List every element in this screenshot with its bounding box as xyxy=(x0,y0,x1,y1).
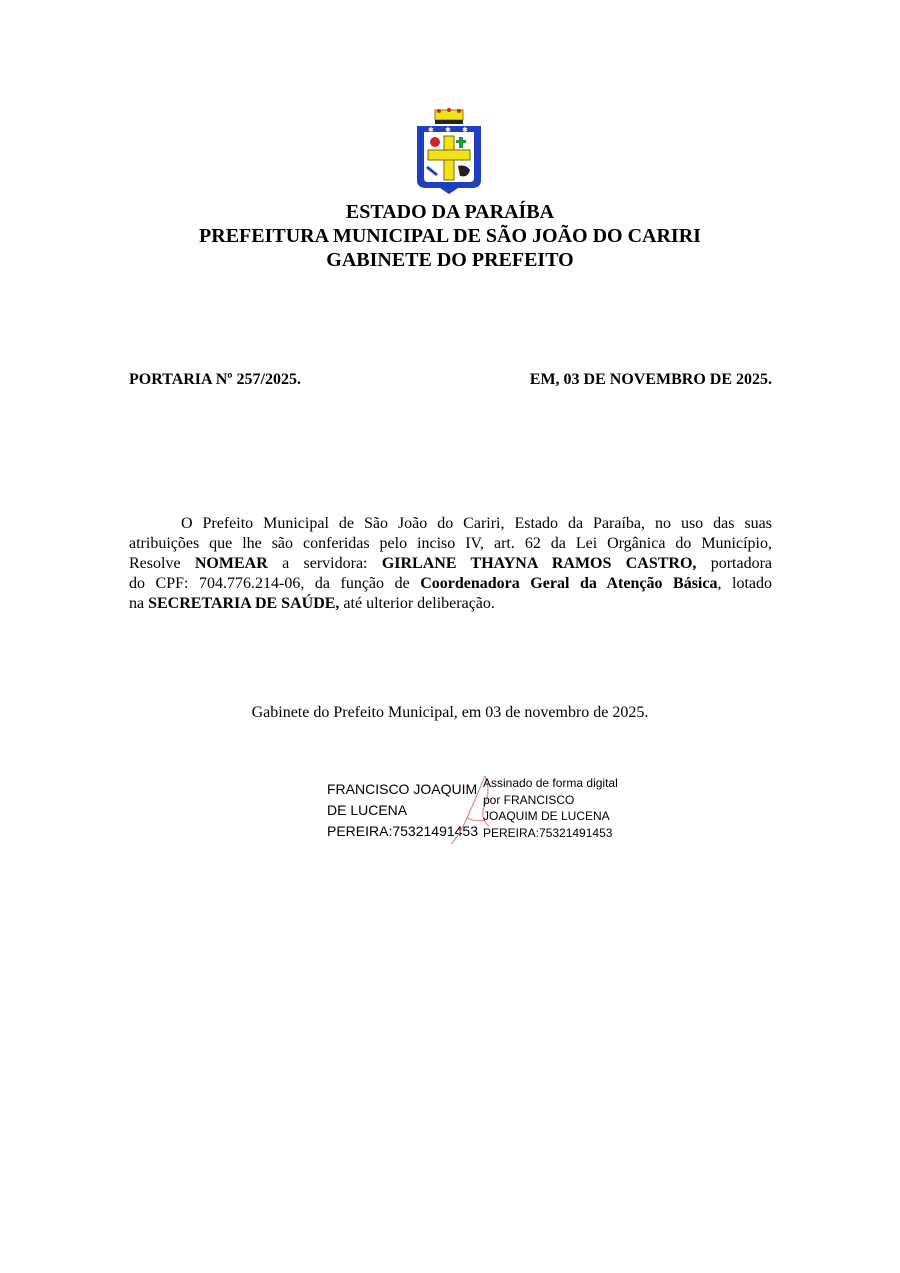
text-segment: na xyxy=(129,595,149,612)
text-segment: até ulterior deliberação. xyxy=(339,595,495,612)
department-name: SECRETARIA DE SAÚDE, xyxy=(148,595,340,612)
office-name: GABINETE DO PREFEITO xyxy=(326,249,574,271)
digital-signature-text xyxy=(483,775,618,841)
body-line-4 xyxy=(129,574,772,594)
portaria-number: PORTARIA Nº 257/2025. xyxy=(129,371,301,388)
action-keyword: NOMEAR xyxy=(194,555,268,572)
digital-signature-line: JOAQUIM DE LUCENA xyxy=(483,809,610,823)
text-segment: , lotado xyxy=(717,575,772,592)
svg-text:✱: ✱ xyxy=(428,126,434,134)
portaria-date: EM, 03 DE NOVEMBRO DE 2025. xyxy=(529,371,772,388)
digital-signature-line: Assinado de forma digital xyxy=(483,776,618,790)
document-header xyxy=(0,200,900,272)
body-line-1: O Prefeito Municipal de São João do Cariri, Estado da Paraíba, no uso das suas xyxy=(181,515,772,532)
state-name: ESTADO DA PARAÍBA xyxy=(345,201,555,223)
signer-name-line: PEREIRA:75321491453 xyxy=(327,823,478,839)
text-segment: a servidora: xyxy=(267,555,382,572)
municipal-crest-icon xyxy=(414,108,484,194)
municipality-name: PREFEITURA MUNICIPAL DE SÃO JOÃO DO CARIRI xyxy=(199,225,701,247)
body-line-3 xyxy=(129,554,772,574)
digital-signature-line: PEREIRA:75321491453 xyxy=(483,825,613,840)
body-paragraph xyxy=(129,514,772,614)
text-segment: portadora xyxy=(696,555,773,572)
signer-name-line: DE LUCENA xyxy=(327,802,408,818)
text-segment: do CPF: 704.776.214-06, da função de xyxy=(129,575,421,592)
svg-text:✱: ✱ xyxy=(445,126,451,134)
text-segment: Resolve xyxy=(129,555,195,572)
position-title: Coordenadora Geral da Atenção Básica xyxy=(420,575,718,592)
svg-text:✱: ✱ xyxy=(462,126,468,134)
signer-name-line: FRANCISCO JOAQUIM xyxy=(327,781,478,797)
body-line-5 xyxy=(129,594,772,614)
digital-signature-line: por FRANCISCO xyxy=(483,792,575,807)
closing-line: Gabinete do Prefeito Municipal, em 03 de novembro de 2025. xyxy=(251,704,649,721)
appointee-name: GIRLANE THAYNA RAMOS CASTRO, xyxy=(381,555,697,572)
body-line-2: atribuições que lhe são conferidas pelo inciso IV, art. 62 da Lei Orgânica do Município, xyxy=(129,535,772,552)
